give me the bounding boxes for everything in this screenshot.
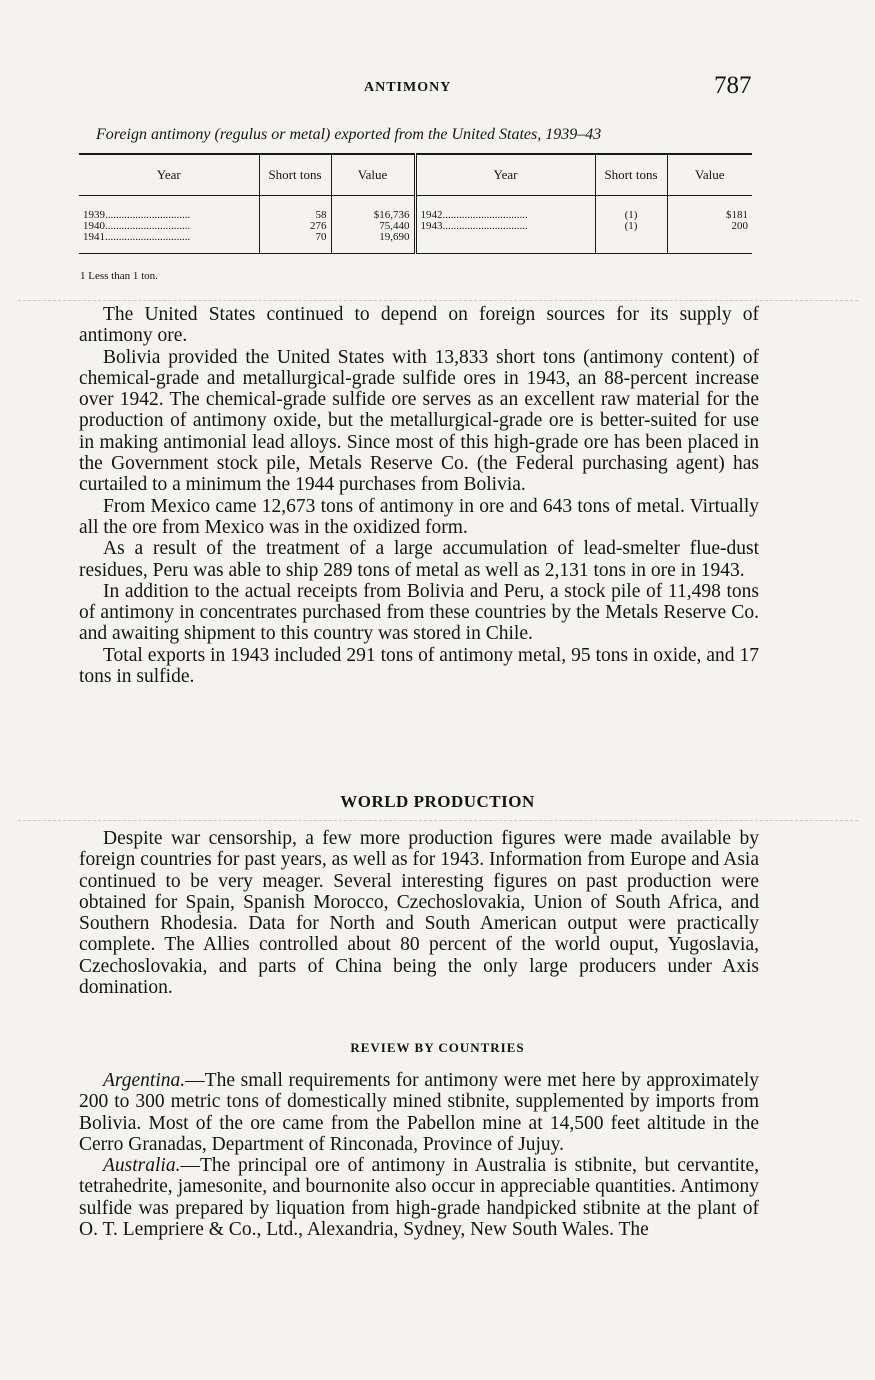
value-cell: $16,736: [331, 196, 415, 222]
value-cell: 19,690: [331, 232, 415, 254]
intro-text: [79, 304, 759, 687]
column-header: Value: [667, 154, 752, 196]
value-cell: 75,440: [331, 221, 415, 232]
paragraph: From Mexico came 12,673 tons of antimony in ore and 643 tons of metal. Virtually all the ore from Mexico was in the oxidized form.: [79, 495, 759, 538]
column-header: Year: [79, 154, 259, 196]
year-cell: 1942...............................: [415, 196, 595, 222]
divider: [18, 300, 858, 301]
paragraph-text: —The small requirements for antimony were met here by approximately 200 to 300 metric tons of domestically mined stibnite, supplemented by imports from Bolivia. Most of the ore came from the Pabellon mine at 14,500 feet altitude in the Cerro Granadas, Department of Rinconada, Province of Jujuy.: [79, 1070, 759, 1155]
paragraph: In addition to the actual receipts from Bolivia and Peru, a stock pile of 11,498 tons of antimony in concentrates purchased from these countries by the Metals Reserve Co. and awaiting shipment to this country was stored in Chile.: [79, 580, 759, 645]
table-footnote: 1 Less than 1 ton.: [80, 270, 158, 282]
paragraph: Bolivia provided the United States with 13,833 short tons (antimony content) of chemical-grade and metallurgical-grade sulfide ores in 1943, an 88-percent increase over 1942. The chemical-grade sulfide ore serves as an excellent raw material for the production of antimony oxide, but the metallurgical-grade ore is better-suited for use in making antimonial lead alloys. Since most of this high-grade ore has been placed in the Government stock pile, Metals Reserve Co. (the Federal purchasing agent) has curtailed to a minimum the 1944 purchases from Bolivia.: [79, 346, 759, 496]
tons-cell: (1): [595, 221, 667, 232]
tons-cell: [595, 232, 667, 254]
country-name: Australia.: [103, 1155, 181, 1177]
table-title: Foreign antimony (regulus or metal) exported from the United States, 1939–43: [96, 126, 602, 143]
value-cell: $181: [667, 196, 752, 222]
paragraph: [79, 1070, 759, 1155]
paragraph: Total exports in 1943 included 291 tons of antimony metal, 95 tons in oxide, and 17 tons in sulfide.: [79, 644, 759, 688]
running-head: ANTIMONY: [364, 80, 452, 95]
tons-cell: 70: [259, 232, 331, 254]
table-row: [79, 196, 752, 222]
year-cell: 1941...............................: [79, 232, 259, 254]
table-header-row: [79, 154, 752, 196]
paragraph-text: —The principal ore of antimony in Australia is stibnite, but cervantite, tetrahedrite, jamesonite, and bournonite also occur in appreciable quantities. Antimony sulfide was prepared by liquation from high-grade handpicked stibnite at the plant of O. T. Lempriere & Co., Ltd., Alexandria, Sydney, New South Wales. The: [79, 1155, 759, 1241]
paragraph: [79, 1155, 759, 1240]
table-row: [79, 232, 752, 254]
section-heading: WORLD PRODUCTION: [340, 792, 535, 811]
value-cell: 200: [667, 221, 752, 232]
world-production-text: [79, 828, 759, 998]
paragraph: The United States continued to depend on foreign sources for its supply of antimony ore.: [79, 304, 759, 347]
divider: [18, 820, 858, 821]
column-header: Short tons: [595, 154, 667, 196]
tons-cell: 276: [259, 221, 331, 232]
review-text: [79, 1070, 759, 1240]
tons-cell: (1): [595, 196, 667, 222]
year-cell: 1940...............................: [83, 220, 191, 232]
exports-table: [79, 153, 752, 254]
value-cell: [667, 232, 752, 254]
tons-cell: 58: [259, 196, 331, 222]
year-cell: 1939...............................: [83, 209, 191, 221]
subsection-heading: REVIEW BY COUNTRIES: [350, 1040, 525, 1055]
year-cell: 1943...............................: [415, 221, 595, 232]
country-name: Argentina.: [103, 1070, 186, 1091]
paragraph: As a result of the treatment of a large accumulation of lead-smelter flue-dust residues, Peru was able to ship 289 tons of metal as well as 2,131 tons in ore in 1943.: [79, 538, 759, 581]
column-header: Value: [331, 154, 415, 196]
paragraph: Despite war censorship, a few more production figures were made available by foreign countries for past years, as well as for 1943. Information from Europe and Asia continued to be very meager. Several interesting figures on past production were obtained for Spain, Spanish Morocco, Czechoslovakia, Union of South Africa, and Southern Rhodesia. Data for North and South American output were practically complete. The Allies controlled about 80 percent of the world ouput, Yugoslavia, Czechoslovakia, and parts of China being the only large producers under Axis domination.: [79, 828, 759, 999]
column-header: Year: [415, 154, 595, 196]
year-cell: [415, 232, 595, 254]
page-number: 787: [714, 72, 752, 99]
column-header: Short tons: [259, 154, 331, 196]
